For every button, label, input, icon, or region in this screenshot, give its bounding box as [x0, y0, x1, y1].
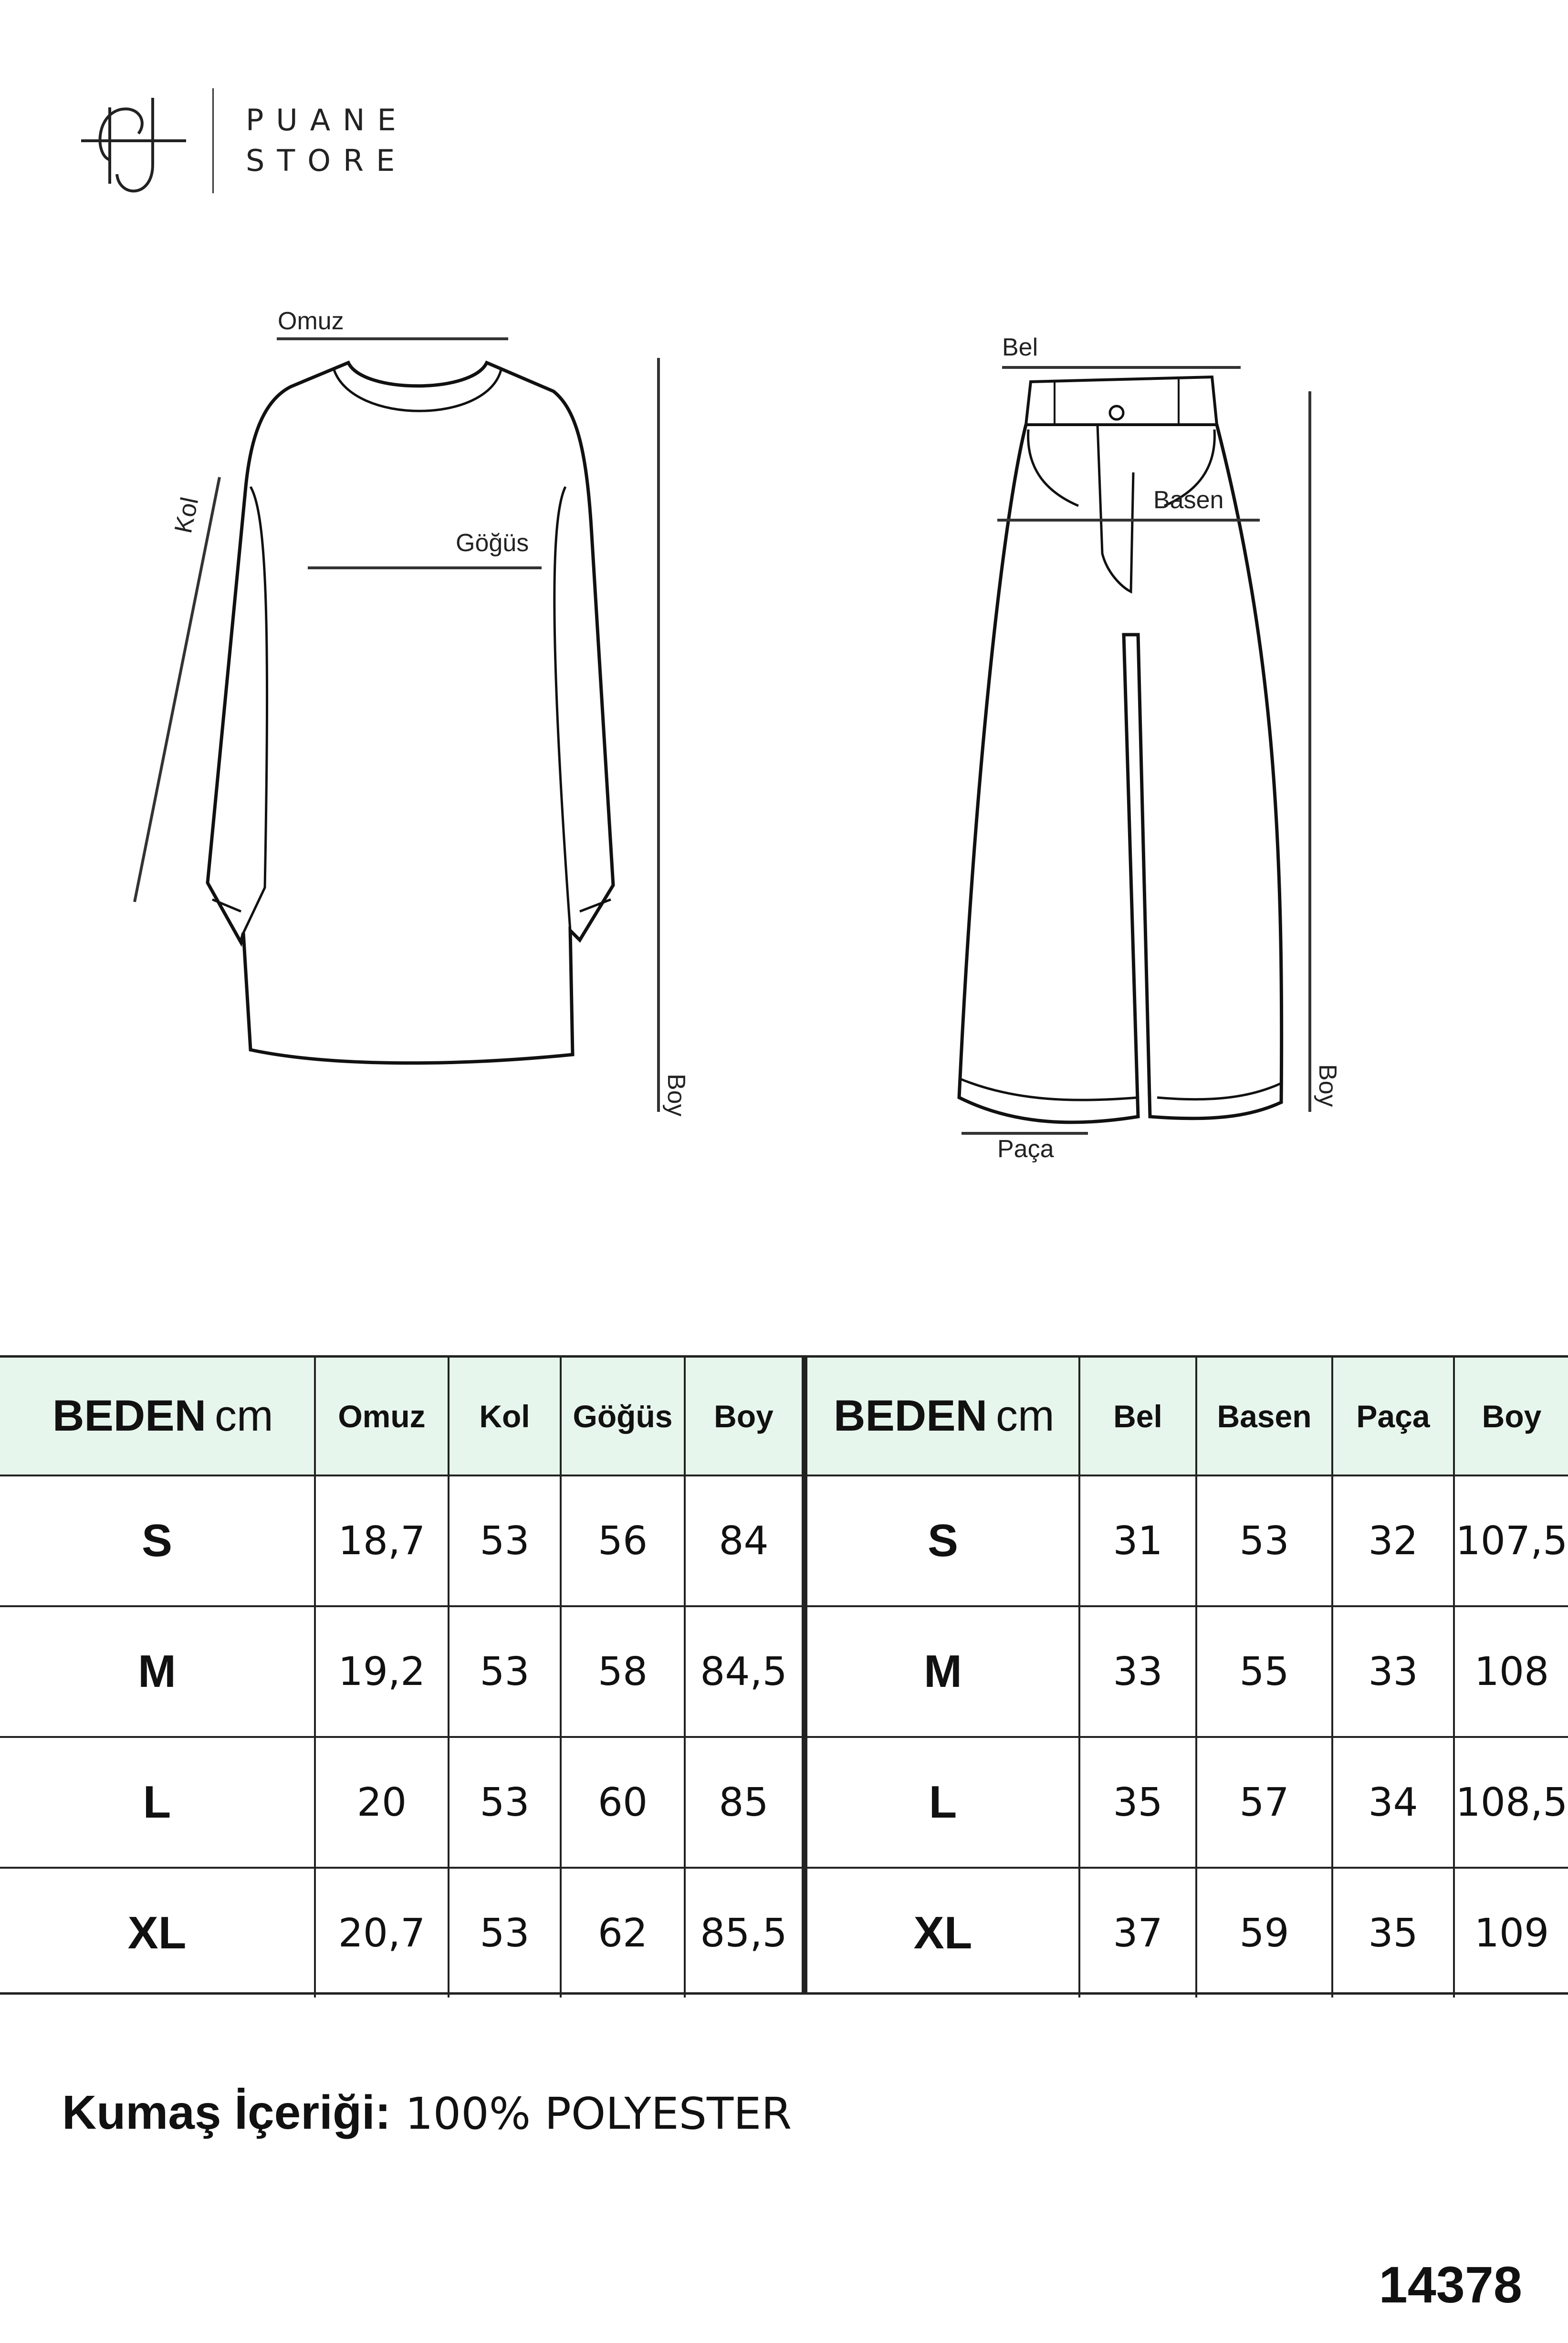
column-header-basen: Basen — [1196, 1358, 1332, 1475]
size-tables — [0, 1355, 1568, 1995]
table-row — [0, 1475, 802, 1606]
table-cell: 19,2 — [315, 1606, 449, 1737]
table-cell: 53 — [1196, 1475, 1332, 1606]
table-cell: 60 — [561, 1737, 685, 1868]
table-cell: 53 — [449, 1606, 561, 1737]
table-cell: 20,7 — [315, 1868, 449, 1998]
table-cell: 84 — [685, 1475, 802, 1606]
table-cell: 108,5 — [1454, 1737, 1568, 1868]
table-cell: 35 — [1079, 1737, 1196, 1868]
table-cell: 33 — [1079, 1606, 1196, 1737]
size-label: L — [807, 1737, 1079, 1868]
product-code: 14378 — [1379, 2256, 1522, 2313]
sleeve-measure-line — [135, 477, 220, 902]
table-row — [807, 1475, 1568, 1606]
top-table-header-row — [0, 1358, 802, 1475]
table-cell: 31 — [1079, 1475, 1196, 1606]
top-size-table — [0, 1358, 802, 1992]
column-header-gogus: Göğüs — [561, 1358, 685, 1475]
table-row — [807, 1606, 1568, 1737]
fabric-value: 100% POLYESTER — [405, 2088, 792, 2139]
pants-diagram — [945, 315, 1374, 1188]
table-cell: 18,7 — [315, 1475, 449, 1606]
size-label: M — [0, 1606, 315, 1737]
sleeve-label: Kol — [169, 494, 204, 536]
column-header-bel: Bel — [1079, 1358, 1196, 1475]
brand-logo — [76, 88, 420, 198]
table-row — [807, 1737, 1568, 1868]
size-label: L — [0, 1737, 315, 1868]
table-cell: 59 — [1196, 1868, 1332, 1998]
top-table-size-header: BEDEN cm — [0, 1358, 315, 1475]
table-cell: 53 — [449, 1737, 561, 1868]
table-cell: 85,5 — [685, 1868, 802, 1998]
table-cell: 85 — [685, 1737, 802, 1868]
top-garment-diagram — [124, 296, 725, 1164]
size-label: S — [0, 1475, 315, 1606]
table-cell: 34 — [1332, 1737, 1454, 1868]
column-header-boy: Boy — [1454, 1358, 1568, 1475]
column-header-paca: Paça — [1332, 1358, 1454, 1475]
table-cell: 58 — [561, 1606, 685, 1737]
table-cell: 35 — [1332, 1868, 1454, 1998]
table-cell: 20 — [315, 1737, 449, 1868]
table-cell: 109 — [1454, 1868, 1568, 1998]
fabric-content — [62, 2085, 792, 2140]
table-cell: 37 — [1079, 1868, 1196, 1998]
table-row — [0, 1868, 802, 1998]
table-row — [0, 1606, 802, 1737]
brand-name-line1: PUANE — [246, 103, 408, 137]
top-length-label: Boy — [662, 1074, 690, 1117]
table-cell: 107,5 — [1454, 1475, 1568, 1606]
brand-name-line2: STORE — [246, 143, 408, 178]
hip-label: Basen — [1153, 486, 1224, 514]
pants-table-header-row — [807, 1358, 1568, 1475]
table-cell: 84,5 — [685, 1606, 802, 1737]
shoulder-label: Omuz — [278, 307, 344, 335]
table-row — [0, 1737, 802, 1868]
table-cell: 33 — [1332, 1606, 1454, 1737]
column-header-boy: Boy — [685, 1358, 802, 1475]
monogram-pj-icon — [76, 88, 191, 198]
table-cell: 55 — [1196, 1606, 1332, 1737]
pants-size-table — [802, 1358, 1568, 1992]
size-label: S — [807, 1475, 1079, 1606]
fabric-label: Kumaş İçeriği: — [62, 2086, 391, 2139]
column-header-omuz: Omuz — [315, 1358, 449, 1475]
hem-label: Paça — [997, 1135, 1054, 1163]
waist-label: Bel — [1002, 334, 1038, 361]
pants-table-size-header: BEDEN cm — [807, 1358, 1079, 1475]
table-cell: 57 — [1196, 1737, 1332, 1868]
pants-length-label: Boy — [1314, 1064, 1341, 1107]
column-header-kol: Kol — [449, 1358, 561, 1475]
table-cell: 53 — [449, 1475, 561, 1606]
size-label: M — [807, 1606, 1079, 1737]
table-row — [807, 1868, 1568, 1998]
size-label: XL — [0, 1868, 315, 1998]
table-cell: 56 — [561, 1475, 685, 1606]
table-cell: 62 — [561, 1868, 685, 1998]
size-label: XL — [807, 1868, 1079, 1998]
chest-label: Göğüs — [456, 529, 529, 557]
table-cell: 32 — [1332, 1475, 1454, 1606]
table-cell: 53 — [449, 1868, 561, 1998]
table-cell: 108 — [1454, 1606, 1568, 1737]
logo-divider — [212, 88, 214, 193]
